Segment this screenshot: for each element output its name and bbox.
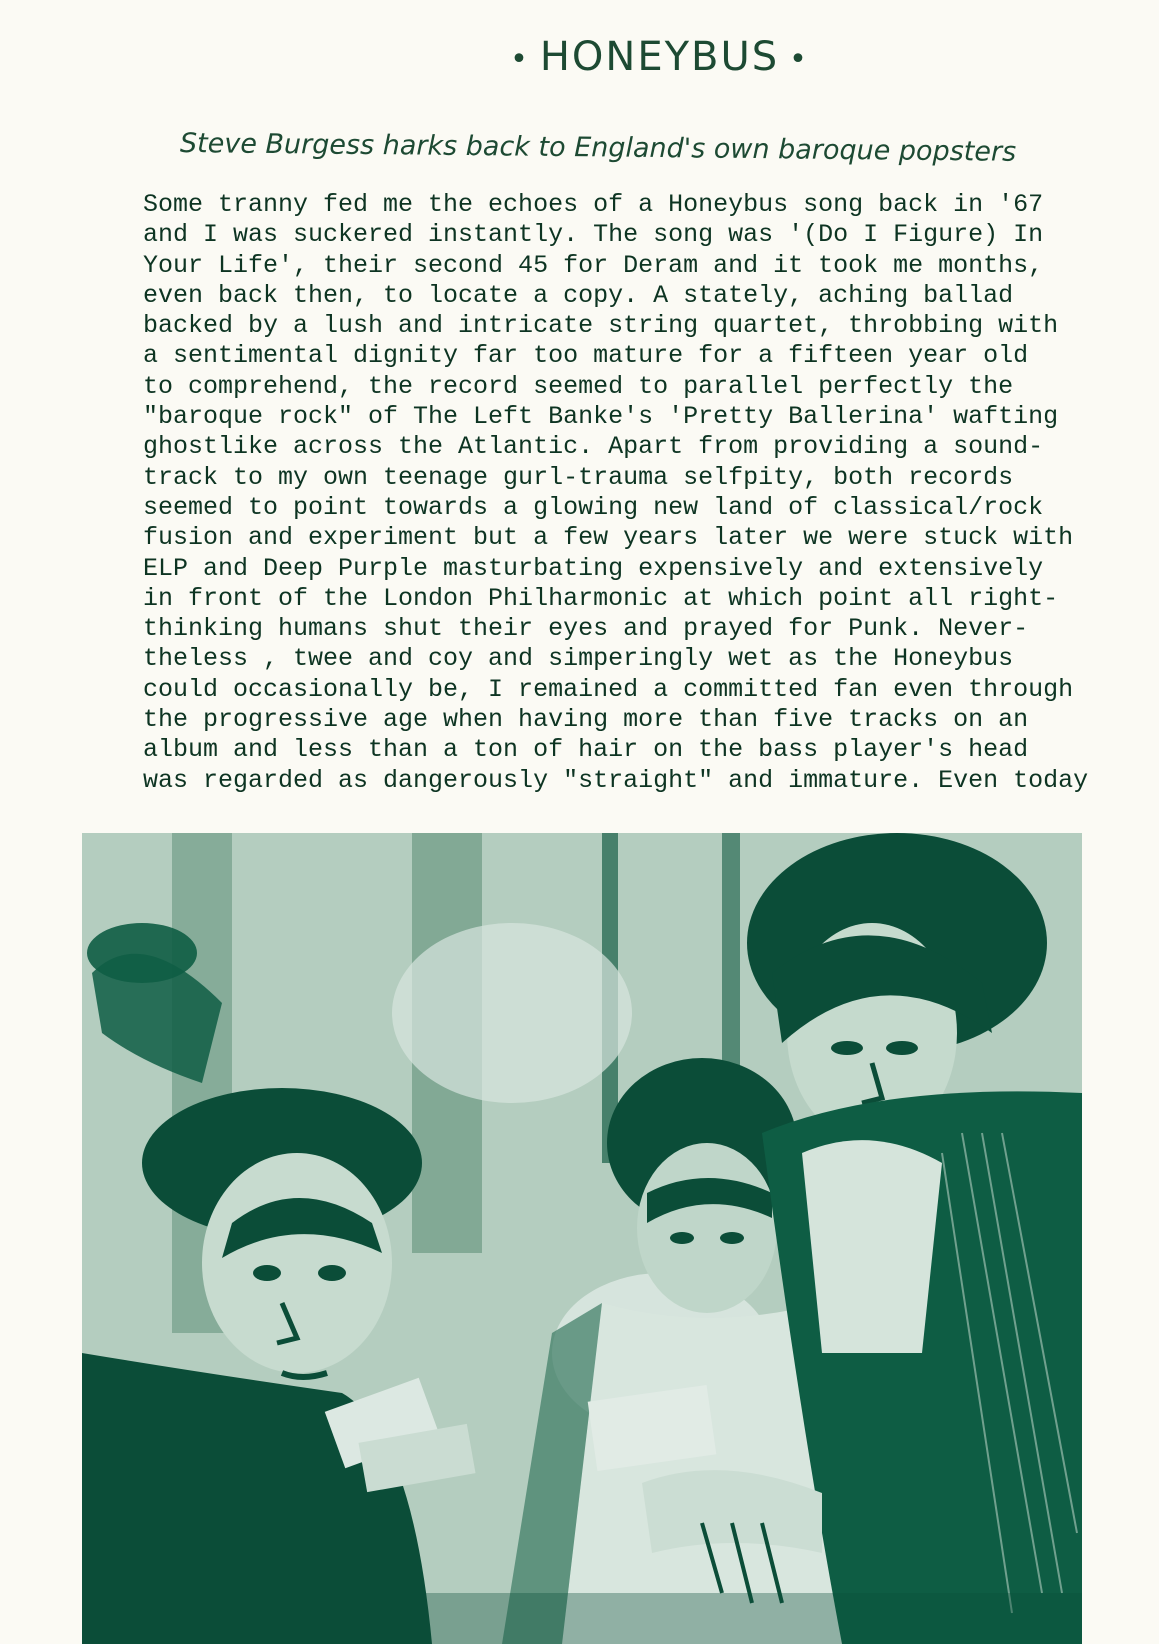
article-body-line: album and less than a ton of hair on the bass player's head bbox=[143, 735, 1029, 765]
article-body-line: backed by a lush and intricate string quartet, throbbing with bbox=[143, 311, 1059, 341]
article-body-line: ghostlike across the Atlantic. Apart from providing a sound- bbox=[143, 432, 1044, 462]
article-body-line: and I was suckered instantly. The song was '(Do I Figure) In bbox=[143, 220, 1044, 250]
title-ornament-right: • bbox=[789, 41, 809, 77]
band-photo bbox=[82, 833, 1082, 1644]
article-body-line: fusion and experiment but a few years later we were stuck with bbox=[143, 523, 1074, 553]
article-body bbox=[143, 190, 1123, 796]
article-byline: Steve Burgess harks back to England's own baroque popsters bbox=[179, 128, 1017, 168]
article-title-text: HONEYBUS bbox=[539, 34, 780, 80]
article-body-line: seemed to point towards a glowing new land of classical/rock bbox=[143, 492, 1044, 522]
band-photo-illustration bbox=[82, 833, 1082, 1644]
article-title bbox=[0, 34, 1159, 80]
article-body-line: could occasionally be, I remained a committed fan even through bbox=[143, 674, 1074, 704]
article-body-line: the progressive age when having more than five tracks on an bbox=[143, 705, 1029, 735]
article-body-line: was regarded as dangerously "straight" and immature. Even today bbox=[143, 765, 1089, 795]
article-body-line: Your Life', their second 45 for Deram and it took me months, bbox=[143, 250, 1044, 280]
article-body-line: even back then, to locate a copy. A stately, aching ballad bbox=[143, 280, 1014, 310]
article-body-line: in front of the London Philharmonic at which point all right- bbox=[143, 583, 1059, 613]
title-ornament-left: • bbox=[510, 41, 530, 77]
article-body-line: thinking humans shut their eyes and prayed for Punk. Never- bbox=[143, 614, 1029, 644]
article-body-line: to comprehend, the record seemed to parallel perfectly the bbox=[143, 371, 1014, 401]
article-body-line: track to my own teenage gurl-trauma selfpity, both records bbox=[143, 462, 1014, 492]
article-body-line: "baroque rock" of The Left Banke's 'Pretty Ballerina' wafting bbox=[143, 402, 1059, 432]
article-body-line: theless , twee and coy and simperingly wet as the Honeybus bbox=[143, 644, 1014, 674]
article-body-line: Some tranny fed me the echoes of a Honeybus song back in '67 bbox=[143, 190, 1044, 219]
article-body-line: ELP and Deep Purple masturbating expensively and extensively bbox=[143, 553, 1044, 583]
article-body-line: a sentimental dignity far too mature for a fifteen year old bbox=[143, 341, 1029, 371]
